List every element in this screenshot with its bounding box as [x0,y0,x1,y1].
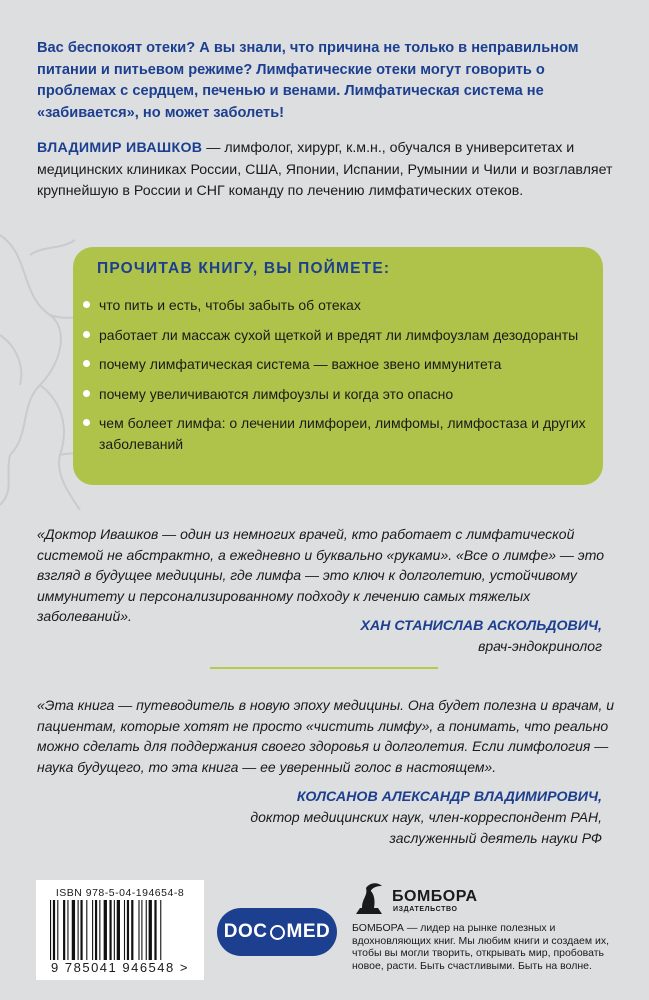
docmed-logo [217,908,337,956]
barcode-bar [109,900,111,960]
barcode-bar [53,900,55,960]
docmed-right: MED [286,921,331,942]
barcode-bar [72,900,75,960]
list-item: чем болеет лимфа: о лечении лимфореи, лимфомы, лимфостаза и других заболеваний [83,413,593,454]
review-quote-2: «Эта книга — путеводитель в новую эпоху медицины. Она будет полезна и врачам, и пациентам, которые хотят не просто «чистить лимфу», а понимать, что реально можно сделать для поддержания своего здоровья и долголетия. Если лимфология — наука будущего, то эта книга — ее уверенный голос в настоящем». [37,697,615,775]
review-quote-1: «Доктор Ивашков — один из немногих врачей, кто работает с лимфатической системой не абстрактно, а ежедневно и буквально «руками». «Все о лимфе» — это взгляд в будущее медицины, где лимфа — это ключ к долголетию, устойчивому иммунитету и персонализированному подходу к лечению самых тяжелых заболеваний». [37,526,604,624]
barcode-bar [67,900,68,960]
barcode-bar [63,900,65,960]
highlights-list [83,295,593,463]
barcode-bar [114,900,115,960]
barcode-bar [160,900,161,960]
intro-paragraph: Вас беспокоят отеки? А вы знали, что причина не только в неправильном питании и питьевом режиме? Лимфатические отеки могут говорить о проблемах с сердцем, печенью и венами. Лимфатическая система не «забивается», но может заболеть! [37,40,579,121]
author-bio-text: — лимфолог, хирург, к.м.н., обучался в университетах и медицинских клиниках России, США, Японии, Испании, Румынии и Чили и возглавляет крупнейшую в России и СНГ команду по лечению лимфатических отеков. [37,140,613,199]
barcode-bar [154,900,156,960]
barcode-bar [80,900,82,960]
barcode-bar [131,900,133,960]
barcode-bar [92,900,93,960]
barcode-bar [146,900,147,960]
barcode-bar [117,900,120,960]
divider-line [210,667,438,669]
barcode-bar [104,900,107,960]
publisher-description: БОМБОРА — лидер на рынке полезных и вдохновляющих книг. Мы любим книги и создаем их, чтобы вы могли творить, открывать мир, пробовать новое, расти. Быть счастливыми. Быть на волне. [352,922,610,972]
barcode-bar [127,900,129,960]
barcode-bar [124,900,125,960]
publisher-subtitle: ИЗДАТЕЛЬСТВО [393,906,458,913]
barcode-bar [138,900,139,960]
barcode-digits: 9 785041 946548 > [51,960,189,975]
author-bio [37,138,617,203]
barcode-bar [50,900,51,960]
barcode-bars [50,900,196,960]
barcode-bar [99,900,100,960]
review-author-1: ХАН СТАНИСЛАВ АСКОЛЬДОВИЧ, [360,618,602,634]
isbn-label: ISBN 978-5-04-194654-8 [55,887,185,899]
barcode [36,880,204,980]
barcode-bar [78,900,79,960]
highlights-box [73,247,603,485]
barcode-bar [57,900,58,960]
docmed-ring-icon [270,925,285,940]
review-author-2: КОЛСАНОВ АЛЕКСАНДР ВЛАДИМИРОВИЧ, [296,789,602,805]
barcode-bar [86,900,87,960]
list-item: почему лимфатическая система — важное звено иммунитета [83,354,593,375]
barcode-bar [141,900,142,960]
publisher-name: БОМБОРА [392,888,478,905]
barcode-bar [149,900,152,960]
list-item: почему увеличиваются лимфоузлы и когда это опасно [83,384,593,405]
review-role-1: врач-эндокринолог [478,638,602,654]
highlights-title: ПРОЧИТАВ КНИГУ, ВЫ ПОЙМЕТЕ: [97,260,391,277]
bombora-logo-icon [352,880,386,916]
list-item: что пить и есть, чтобы забыть об отеках [83,295,593,316]
review-role-2: доктор медицинских наук, член-корреспондент РАН, заслуженный деятель науки РФ [250,809,602,846]
author-name: ВЛАДИМИР ИВАШКОВ [37,140,203,156]
list-item: работает ли массаж сухой щеткой и вредят ли лимфоузлам дезодоранты [83,325,593,346]
barcode-bar [95,900,97,960]
docmed-left: DOC [223,921,268,942]
